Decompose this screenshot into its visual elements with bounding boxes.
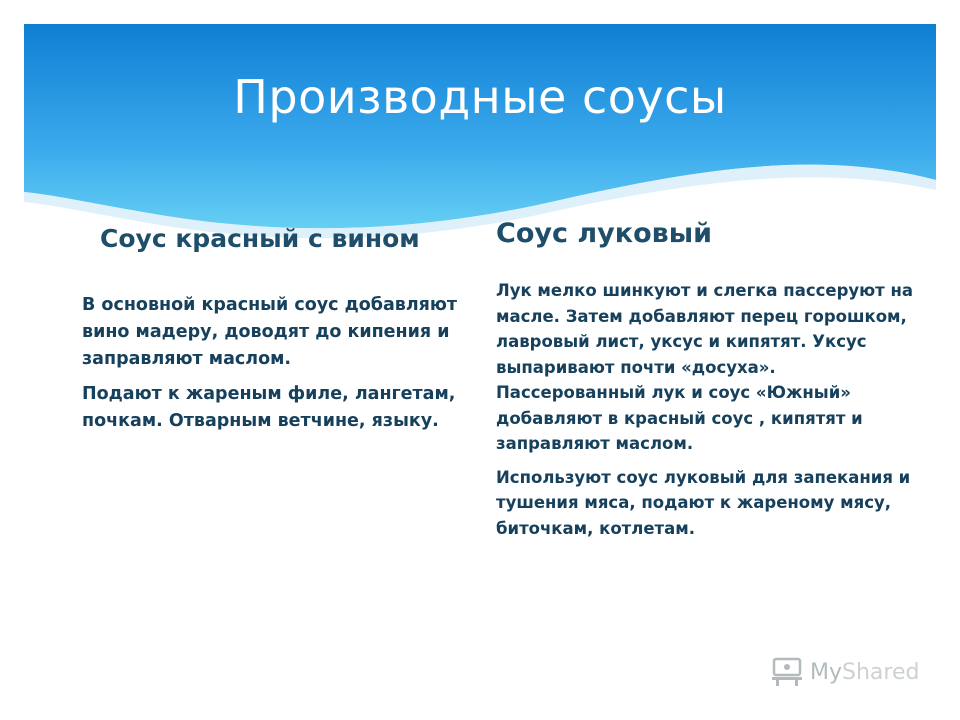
left-column-body xyxy=(82,292,462,443)
right-column-heading: Соус луковый xyxy=(496,218,713,249)
watermark-prefix: My xyxy=(810,659,843,685)
right-paragraph: Лук мелко шинкуют и слегка пассеруют на масле. Затем добавляют перец горошком, лавровый лист, уксус и кипятят. Уксус выпаривают почти «досуха». Пассерованный лук и соус «Южный» добавляют в красный соус , кипятят и заправляют маслом. xyxy=(496,281,914,453)
left-paragraph: В основной красный соус добавляют вино мадеру, доводят до кипения и заправляют маслом. xyxy=(82,295,458,369)
watermark-suffix: Shared xyxy=(842,659,920,685)
right-column-body xyxy=(496,278,916,549)
watermark xyxy=(770,656,919,688)
left-paragraph: Подают к жареным филе, лангетам, почкам. Отварным ветчине, языку. xyxy=(82,384,456,431)
classroom-icon xyxy=(770,657,804,687)
slide-title: Производные соусы xyxy=(233,70,727,124)
right-paragraph: Используют соус луковый для запекания и тушения мяса, подают к жареному мясу, биточкам, котлетам. xyxy=(496,467,911,538)
header-banner xyxy=(24,24,936,228)
watermark-text xyxy=(810,660,919,685)
left-column-heading: Соус красный с вином xyxy=(100,224,420,253)
